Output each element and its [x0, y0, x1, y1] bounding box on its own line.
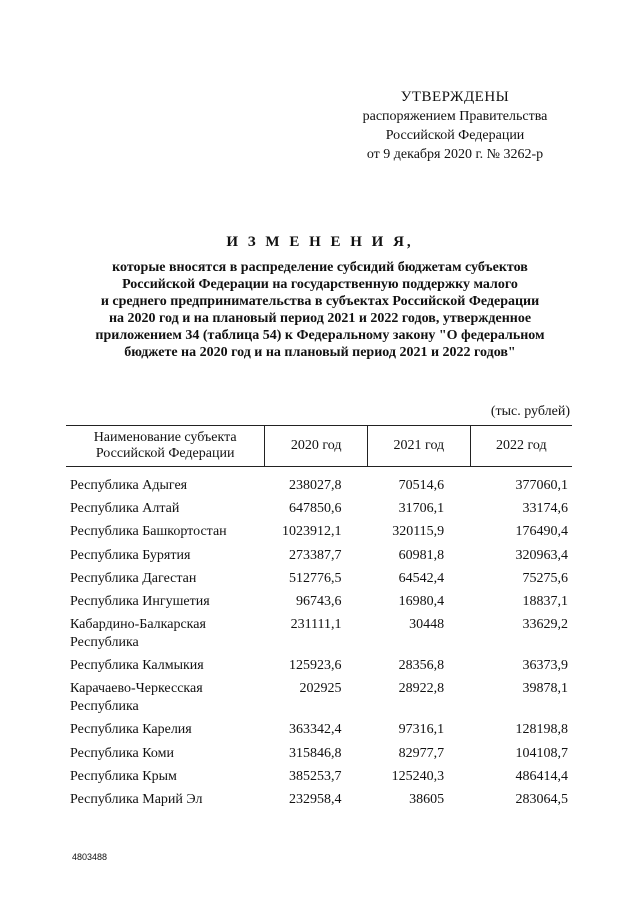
subtitle-line: бюджете на 2020 год и на плановый период 2021 и 2022 годов": [124, 345, 516, 360]
table-row: [66, 768, 572, 791]
table-row: [66, 791, 572, 814]
region-name: Республика Коми: [70, 745, 174, 761]
value-2022: 283064,5: [515, 791, 568, 807]
table-row: [66, 593, 572, 616]
value-2021: 28356,8: [398, 658, 445, 674]
region-name: Республика Дагестан: [70, 570, 197, 586]
value-2021: 82977,7: [398, 745, 445, 761]
region-name: Республика Карелия: [70, 722, 192, 738]
region-name-line-2: Республика: [70, 635, 139, 651]
value-2020: 96743,6: [296, 593, 342, 609]
region-name: Республика Бурятия: [70, 547, 191, 563]
region-name-line-2: Республика: [70, 699, 139, 715]
table-row: [66, 680, 572, 721]
units-note: (тыс. рублей): [490, 404, 570, 419]
value-2021: 16980,4: [398, 593, 445, 609]
table-row: [66, 477, 572, 500]
table-row: [66, 745, 572, 768]
subtitle-line: Российской Федерации на государственную поддержку малого: [122, 277, 518, 292]
region-name: Республика Ингушетия: [70, 593, 210, 609]
table-row: [66, 547, 572, 570]
value-2021: 31706,1: [398, 501, 445, 517]
table-row: [66, 523, 572, 546]
subtitle-line: на 2020 год и на плановый период 2021 и 2022 годов, утвержденное: [108, 311, 532, 326]
region-name: Республика Калмыкия: [70, 658, 204, 674]
approval-line-2: Российской Федерации: [385, 128, 525, 143]
header-2021: 2021 год: [368, 426, 471, 467]
value-2020: 647850,6: [289, 501, 342, 517]
document-code: 4803488: [72, 852, 108, 862]
value-2022: 39878,1: [522, 681, 568, 697]
value-2021: 60981,8: [398, 547, 445, 563]
table-row: [66, 721, 572, 744]
value-2020: 232958,4: [289, 791, 342, 807]
table-row: [66, 616, 572, 657]
approval-line-3: от 9 декабря 2020 г. № 3262-р: [366, 147, 544, 162]
table-spacer: [66, 467, 572, 478]
region-name: Республика Алтай: [70, 501, 180, 517]
value-2022: 36373,9: [522, 658, 568, 674]
value-2021: 30448: [409, 617, 445, 633]
table-row: [66, 657, 572, 680]
value-2020: 231111,1: [290, 617, 342, 633]
value-2020: 315846,8: [289, 745, 342, 761]
header-region: [66, 426, 265, 467]
region-name-line-1: Карачаево-Черкесская: [70, 681, 203, 697]
subtitle-line: которые вносятся в распределение субсидий бюджетам субъектов: [112, 260, 528, 275]
region-name: Республика Крым: [70, 768, 177, 784]
header-region-line-1: Наименование субъекта: [93, 430, 237, 445]
subtitle-line: и среднего предпринимательства в субъектах Российской Федерации: [100, 294, 540, 309]
document-heading: [60, 234, 580, 361]
header-region-line-2: Российской Федерации: [95, 446, 235, 461]
approval-line-1: распоряжением Правительства: [362, 109, 548, 124]
approval-block: [340, 88, 570, 164]
value-2022: 128198,8: [515, 722, 568, 738]
approval-title: УТВЕРЖДЕНЫ: [400, 89, 510, 105]
value-2022: 33629,2: [522, 617, 568, 633]
value-2021: 97316,1: [398, 722, 445, 738]
value-2022: 320963,4: [515, 547, 568, 563]
header-2022: 2022 год: [470, 426, 572, 467]
value-2022: 176490,4: [515, 524, 568, 540]
value-2021: 28922,8: [398, 681, 445, 697]
value-2020: 1023912,1: [282, 524, 342, 540]
value-2022: 75275,6: [522, 570, 568, 586]
region-name: Республика Адыгея: [70, 478, 188, 493]
value-2022: 18837,1: [522, 593, 568, 609]
region-name: [66, 680, 265, 721]
value-2020: 363342,4: [289, 722, 342, 738]
value-2020: 273387,7: [289, 547, 342, 563]
value-2021: 64542,4: [398, 570, 445, 586]
value-2020: 238027,8: [289, 478, 342, 493]
subsidy-table: [66, 425, 572, 814]
region-name: Республика Башкортостан: [70, 524, 227, 540]
value-2022: 104108,7: [515, 745, 568, 761]
subtitle-line: приложением 34 (таблица 54) к Федеральному закону "О федеральном: [95, 328, 545, 343]
value-2022: 33174,6: [522, 501, 568, 517]
document-title: И З М Е Н Е Н И Я,: [226, 234, 414, 250]
region-name: Республика Марий Эл: [70, 791, 203, 807]
value-2021: 70514,6: [398, 478, 445, 493]
table-row: [66, 500, 572, 523]
spacer-cell: [66, 467, 572, 478]
header-2020: 2020 год: [265, 426, 368, 467]
value-2020: 202925: [299, 681, 342, 697]
value-2021: 320115,9: [392, 524, 445, 540]
table-header-row: [66, 426, 572, 467]
value-2022: 377060,1: [515, 478, 568, 493]
document-subtitle: [60, 259, 580, 361]
value-2020: 385253,7: [289, 768, 342, 784]
value-2020: 512776,5: [289, 570, 342, 586]
region-name-line-1: Кабардино-Балкарская: [70, 617, 206, 633]
table-row: [66, 570, 572, 593]
value-2020: 125923,6: [289, 658, 342, 674]
region-name: [66, 616, 265, 657]
value-2022: 486414,4: [515, 768, 568, 784]
value-2021: 125240,3: [391, 768, 445, 784]
value-2021: 38605: [409, 791, 445, 807]
